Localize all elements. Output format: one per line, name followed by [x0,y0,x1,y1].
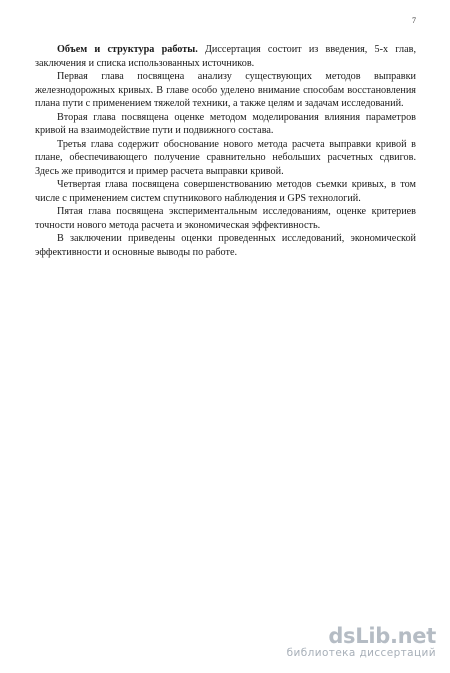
page-number: 7 [412,16,416,25]
paragraph-text: Диссертация состоит из введения, 5-х глав, заключения и списка использованных источников. [35,44,416,69]
body-text [35,43,416,259]
paragraph-chapter-4 [35,178,416,205]
paragraph-structure [35,43,416,70]
logo-net: .net [389,624,436,648]
paragraph-conclusion [35,232,416,259]
paragraph-chapter-1 [35,70,416,111]
paragraph-text: Вторая глава посвящена оценке методом моделирования влияния параметров кривой на взаимодействие пути и подвижного состава. [35,111,416,136]
logo-lib: Lib [355,624,390,648]
watermark-subtitle: библиотека диссертаций [286,647,436,659]
logo-ds: ds [328,624,356,648]
paragraph-text: Третья глава содержит обоснование нового метода расчета выправки кривой в плане, обеспечивающего получение сравнительно небольших расчетных сдвигов. Здесь же приводится и пример расчета выправки кривой. [35,138,416,177]
dslib-logo [287,625,436,647]
paragraph-text: В заключении приведены оценки проведенных исследований, экономической эффективности и основные выводы по работе. [35,233,416,258]
paragraph-chapter-5 [35,205,416,232]
paragraph-text: Первая глава посвящена анализу существующих методов выправки железнодорожных кривых. В главе особо уделено внимание способам восстановления плана пути с применением тяжелой техники, а также целям и задачам исследований. [35,71,416,109]
paragraph-chapter-2 [35,111,416,138]
paragraph-text: Пятая глава посвящена экспериментальным исследованиям, оценке критериев точности нового метода расчета и экономическая эффективность. [35,206,416,231]
paragraph-chapter-3 [35,138,416,179]
paragraph-text: Четвертая глава посвящена совершенствованию методов съемки кривых, в том числе с применением систем спутникового наблюдения и GPS технологий. [35,179,416,204]
dslib-watermark [287,625,436,659]
structure-heading: Объем и структура работы. [57,44,198,55]
